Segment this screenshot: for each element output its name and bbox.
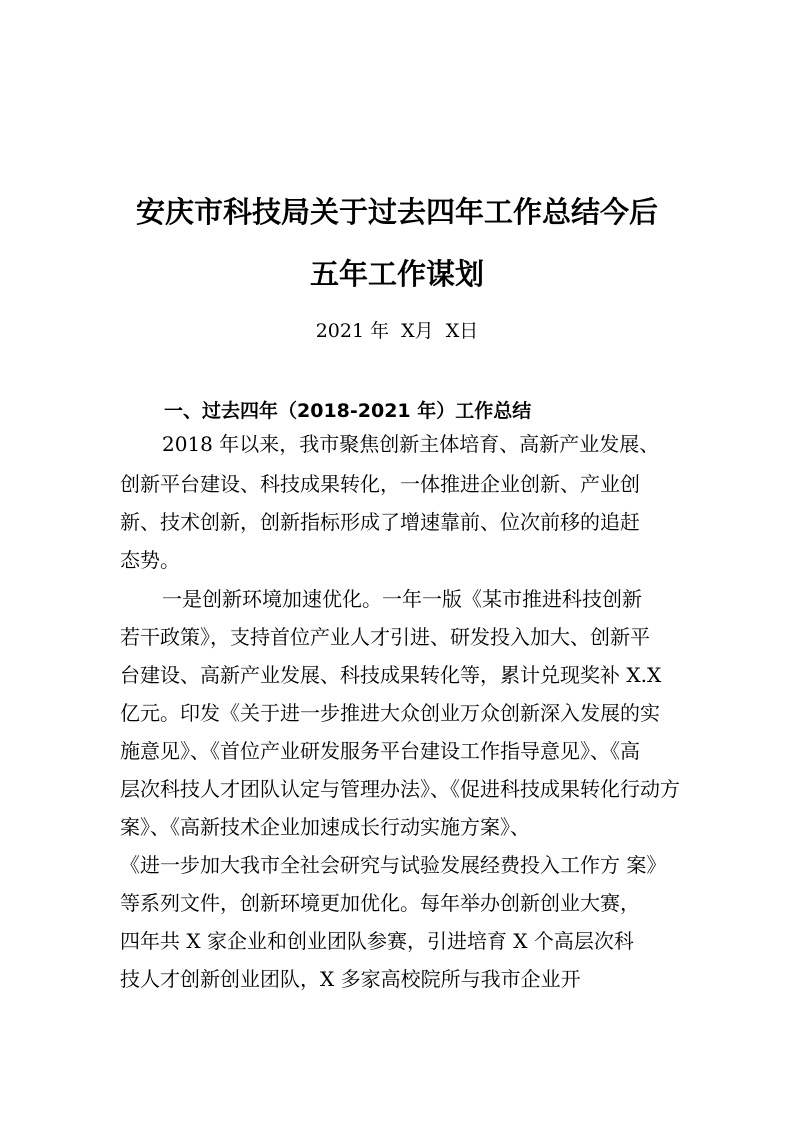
body-text-line: 亿元。印发《关于进一步推进大众创业万众创新深入发展的实 <box>120 701 660 725</box>
section-heading: 一、过去四年（2018-2021 年）工作总结 <box>164 400 532 422</box>
body-text-line: 《进一步加大我市全社会研究与试验发展经费投入工作方 案》 <box>120 853 667 877</box>
body-text-line: 台建设、高新产业发展、科技成果转化等，累计兑现奖补 X.X <box>120 663 662 687</box>
document-title-line-1: 安庆市科技局关于过去四年工作总结今后 <box>135 195 658 229</box>
document-title-line-2: 五年工作谋划 <box>309 257 484 291</box>
body-text-line: 新、技术创新，创新指标形成了增速靠前、位次前移的追赶 <box>120 510 640 534</box>
body-text-line: 等系列文件，创新环境更加优化。每年举办创新创业大赛， <box>120 891 640 915</box>
body-text-line: 四年共 X 家企业和创业团队参赛，引进培育 X 个高层次科 <box>120 929 634 953</box>
body-text-line: 若干政策》，支持首位产业人才引进、研发投入加大、创新平 <box>120 625 650 649</box>
body-text-line: 层次科技人才团队认定与管理办法》、《促进科技成果转化行动方 <box>120 777 680 801</box>
body-text-line: 态势。 <box>120 548 180 572</box>
document-date: 2021 年 X月 X日 <box>315 320 479 342</box>
body-text-line: 案》、《高新技术企业加速成长行动实施方案》、 <box>120 815 530 839</box>
body-text-line: 技人才创新创业团队，X 多家高校院所与我市企业开 <box>120 967 581 991</box>
body-text-line: 施意见》、《首位产业研发服务平台建设工作指导意见》、《高 <box>120 739 640 763</box>
body-text-line: 创新平台建设、科技成果转化，一体推进企业创新、产业创 <box>120 472 640 496</box>
body-text-line: 一是创新环境加速优化。一年一版《某市推进科技创新 <box>162 587 642 611</box>
body-text-line: 2018 年以来，我市聚焦创新主体培育、高新产业发展、 <box>162 432 660 456</box>
